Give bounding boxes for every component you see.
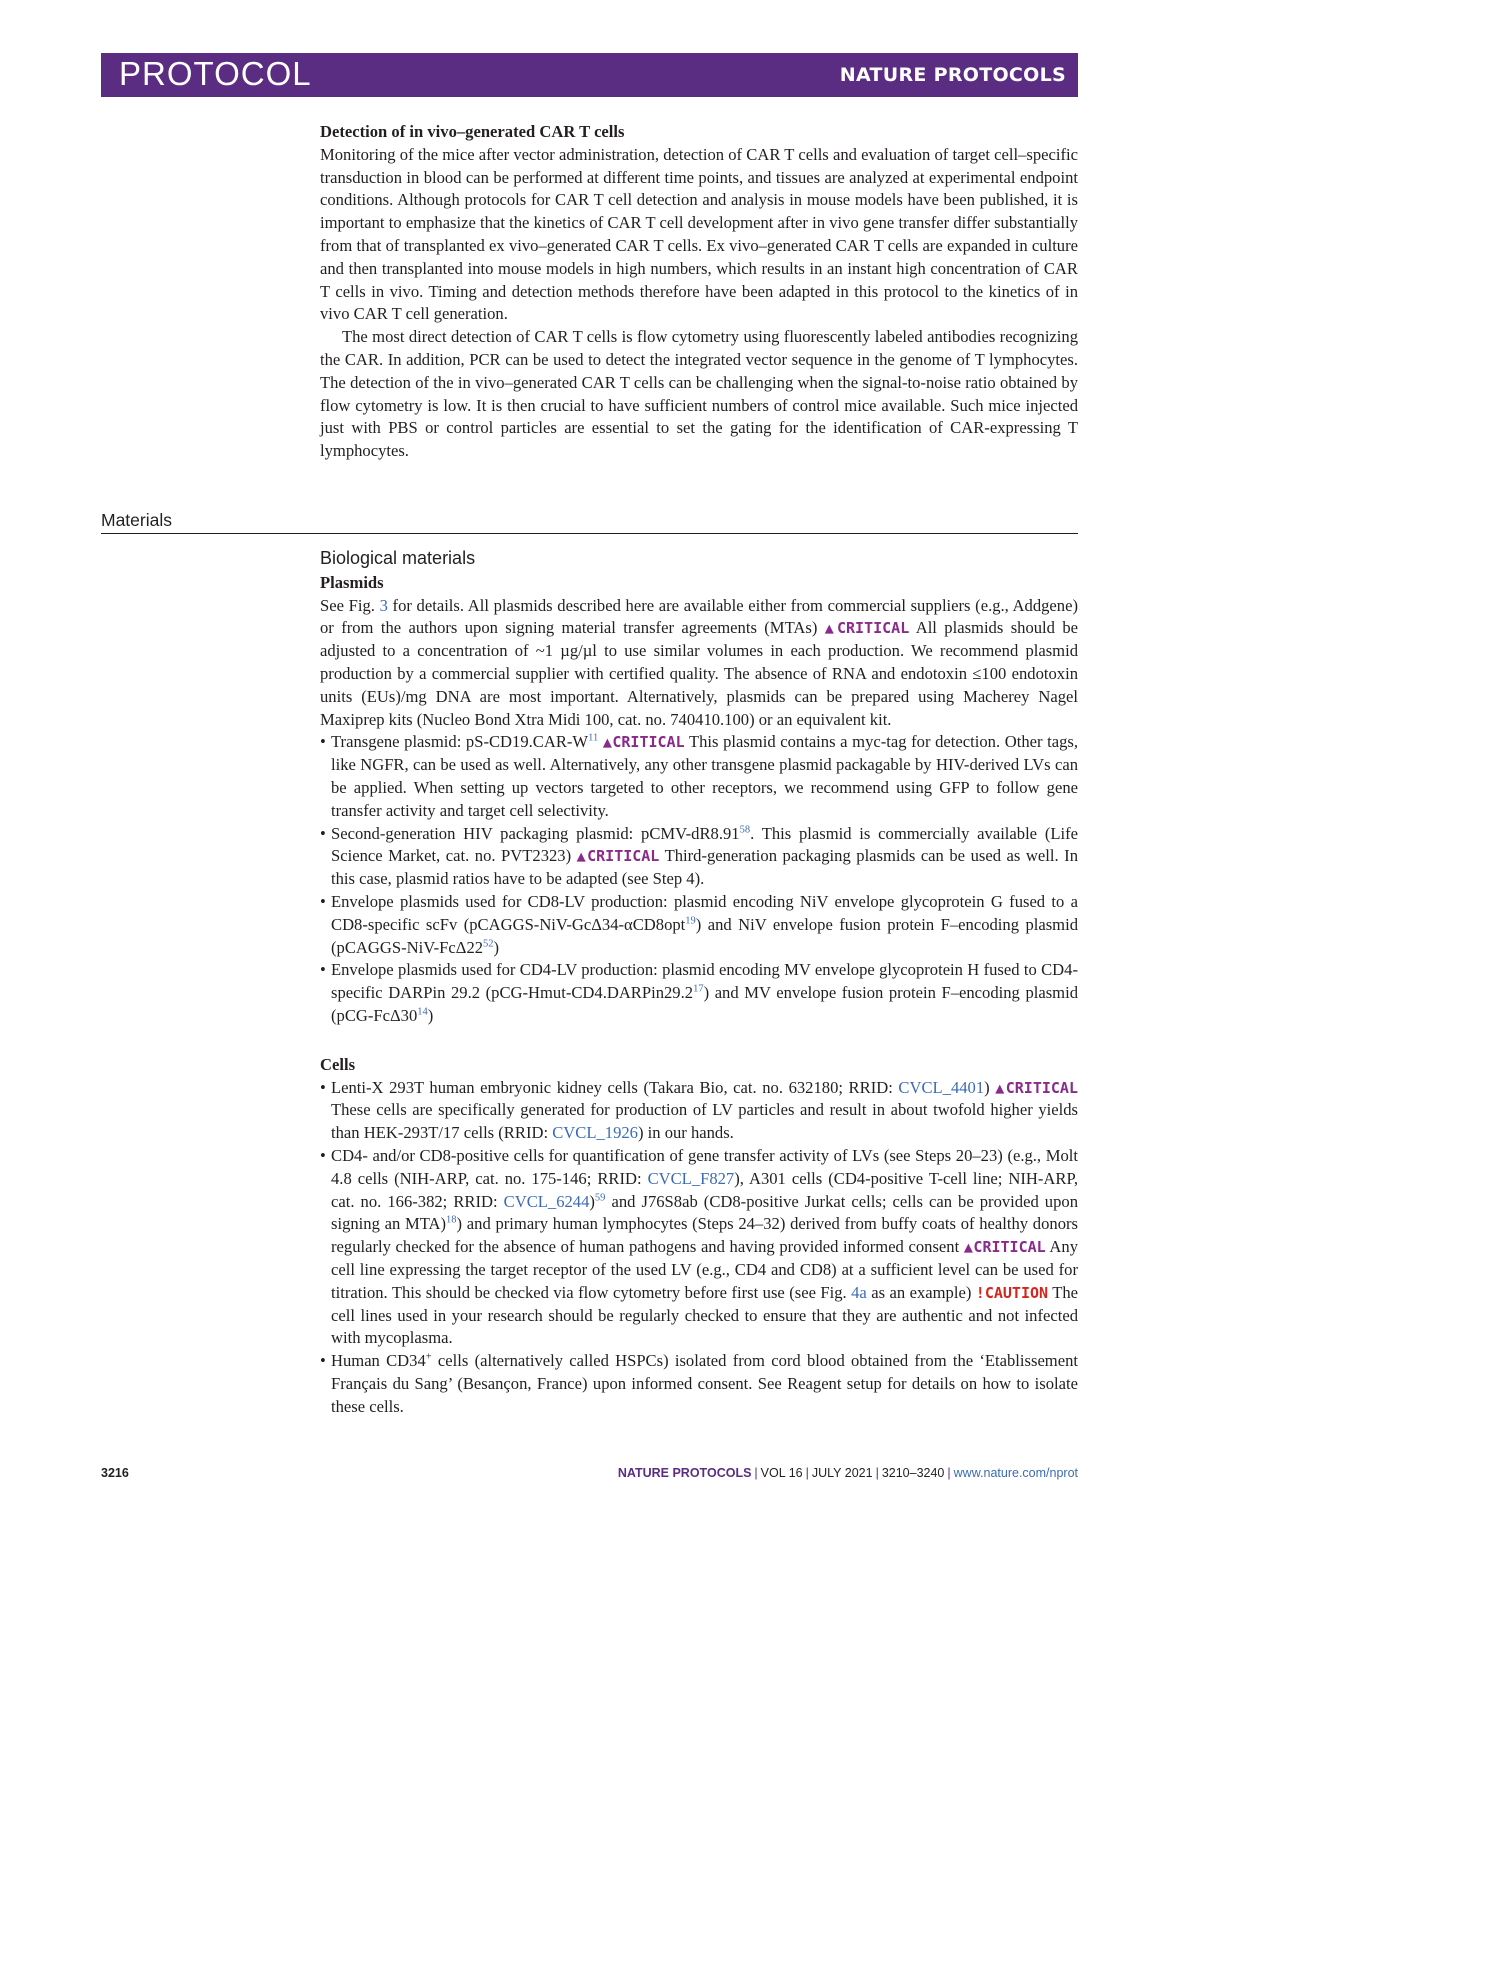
rrid-link[interactable]: CVCL_1926 bbox=[552, 1123, 638, 1143]
reference-link[interactable]: 59 bbox=[594, 1191, 606, 1203]
plasmids-intro: See Fig. 3 for details. All plasmids described here are available either from commercial suppliers (e.g., Addgene) or from the authors upon signing material transfer agreements (MTAs) ▲CRITICAL All plasmids should be adjusted to a concentration of ~1 µg/µl to use similar volumes in each production. We recommend plasmid production by a commercial supplier with certified quality. The absence of RNA and endotoxin ≤100 endotoxin units (EUs)/mg DNA are most important. Alternatively, plasmids can be prepared using Macherey Nagel Maxiprep kits (Nucleo Bond Xtra Midi 100, cat. no. 740410.100) or an equivalent kit. bbox=[320, 595, 1078, 729]
critical-label: ▲CRITICAL bbox=[995, 1078, 1078, 1097]
list-item: • Envelope plasmids used for CD8-LV production: plasmid encoding NiV envelope glycoprotein G fused to a CD8-specific scFv (pCAGGS-NiV-GcΔ34-αCD8opt$^{19}$) and NiV envelope fusion protein F–encoding plasmid $(pCAGGS-NiV-Fc\Delta 22^{52})$ bbox=[320, 891, 1078, 957]
footer-citation: NATURE PROTOCOLS | VOL 16 | JULY 2021 | 3210–3240 | www.nature.com/nprot bbox=[617, 1466, 1078, 1480]
header-bar bbox=[101, 53, 1078, 97]
plasmid-list bbox=[320, 731, 1078, 1027]
journal-name: NATURE PROTOCOLS bbox=[839, 64, 1066, 86]
reference-link[interactable]: 17 bbox=[693, 983, 704, 995]
critical-label: ▲CRITICAL bbox=[824, 619, 910, 638]
footer-pages: 3210–3240 bbox=[881, 1466, 945, 1480]
reference-link[interactable]: 58 bbox=[739, 824, 751, 836]
page-number: 3216 bbox=[101, 1466, 129, 1480]
footer-volume: VOL 16 bbox=[760, 1466, 803, 1480]
reference-link[interactable]: 14 bbox=[417, 1006, 428, 1018]
footer-url-link[interactable]: www.nature.com/nprot bbox=[953, 1466, 1078, 1480]
footer-date: JULY 2021 bbox=[811, 1466, 873, 1480]
list-item: • Transgene plasmid: $pS-CD19.CAR-W^{11}$ ▲CRITICAL This plasmid contains a myc-tag for detection. Other tags, like NGFR, can be used as well. Alternatively, any other transgene plasmid packagable by HIV-derived LVs can be applied. When setting up vectors targeted to other receptors, we recommend using GFP to follow gene transfer activity and target cell selectivity. bbox=[320, 732, 1079, 820]
figure-link-4a[interactable]: 4a bbox=[851, 1282, 867, 1302]
detection-paragraph-1: Monitoring of the mice after vector administration, detection of CAR T cells and evaluation of target cell–specific transduction in blood can be performed at different time points, and tissues are analyzed at experimental endpoint conditions. Although protocols for CAR T cell detection and analysis in mouse models have been published, it is important to emphasize that the kinetics of CAR T cell development after in vivo gene transfer differ substantially from that of transplanted ex vivo–generated CAR T cells. Ex vivo–generated CAR T cells are expanded in culture and then transplanted into mouse models in high numbers, which results in an instant high concentration of CAR T cells in vivo. Timing and detection methods therefore have been adapted in this protocol to the kinetics of in vivo CAR T cell generation. bbox=[320, 144, 1078, 324]
caution-label: !CAUTION bbox=[975, 1283, 1049, 1302]
list-item: • Human CD34+ cells (alternatively called HSPCs) isolated from cord blood obtained from the ‘Etablissement Français du Sang’ (Besançon, France) upon informed consent. See Reagent setup for details on how to isolate these cells. bbox=[320, 1351, 1078, 1416]
critical-label: ▲CRITICAL bbox=[576, 847, 660, 866]
list-item: • Lenti-X 293T human embryonic kidney cells (Takara Bio, cat. no. 632180; RRID: CVCL_4401) ▲CRITICAL These cells are specifically generated for production of LV particles and result in about twofold higher yields than HEK-293T/17 cells (RRID: CVCL_1926) in our hands. bbox=[320, 1077, 1078, 1143]
biological-materials-heading: Biological materials bbox=[320, 548, 476, 568]
plasmids-heading: Plasmids bbox=[320, 572, 384, 592]
list-item: • CD4- and/or CD8-positive cells for quantification of gene transfer activity of LVs (see Steps 20–23) (e.g., Molt 4.8 cells (NIH-ARP, cat. no. 175-146; RRID: CVCL_F827), A301 cells (CD4-positive T-cell line; NIH-ARP, cat. no. 166-382; RRID: CVCL_6244)$^{59}$ and J76S8ab (CD8-positive Jurkat cells; cells can be provided upon signing an MTA)$^{18}$) and primary human lymphocytes (Steps 24–32) derived from buffy coats of healthy donors regularly checked for the absence of human pathogens and having provided informed consent ▲CRITICAL Any cell line expressing the target receptor of the used LV (e.g., CD4 and CD8) at a sufficient level can be used for titration. This should be checked via flow cytometry before first use (see Fig. 4a as an example) !CAUTION The cell lines used in your research should be regularly checked to ensure that they are authentic and not infected with mycoplasma. bbox=[320, 1145, 1078, 1348]
rrid-link[interactable]: CVCL_6244 bbox=[503, 1191, 590, 1211]
reference-link[interactable]: 18 bbox=[446, 1214, 457, 1226]
rrid-link[interactable]: CVCL_4401 bbox=[898, 1077, 985, 1097]
detection-paragraph-2: The most direct detection of CAR T cells is flow cytometry using fluorescently labeled antibodies recognizing the CAR. In addition, PCR can be used to detect the integrated vector sequence in the genome of T lymphocytes. The detection of the in vivo–generated CAR T cells can be challenging when the signal-to-noise ratio obtained by flow cytometry is low. It is then crucial to have sufficient numbers of control mice available. Such mice injected just with PBS or control particles are essential to set the gating for the identification of CAR-expressing T lymphocytes. bbox=[320, 327, 1078, 461]
footer-journal: NATURE PROTOCOLS bbox=[617, 1466, 752, 1480]
biological-materials bbox=[320, 547, 1078, 1418]
materials-label: Materials bbox=[101, 510, 172, 530]
figure-link-3[interactable]: 3 bbox=[379, 595, 388, 615]
list-item: • Second-generation HIV packaging plasmid: pCMV-dR8.91$^{58}$. This plasmid is commercially available (Life Science Market, cat. no. PVT2323) ▲CRITICAL Third-generation packaging plasmids can be used as well. In this case, plasmid ratios have to be adapted (see Step 4). bbox=[320, 823, 1078, 889]
section-divider bbox=[101, 533, 1078, 534]
cells-heading: Cells bbox=[320, 1054, 356, 1074]
section-label: PROTOCOL bbox=[119, 55, 312, 92]
detection-section bbox=[320, 121, 1078, 463]
critical-label: ▲CRITICAL bbox=[963, 1238, 1046, 1257]
critical-label: ▲CRITICAL bbox=[602, 733, 685, 752]
rrid-link[interactable]: CVCL_F827 bbox=[647, 1168, 735, 1188]
cells-list bbox=[320, 1077, 1078, 1419]
detection-heading: Detection of in vivo–generated CAR T cells bbox=[320, 122, 625, 141]
reference-link[interactable]: 52 bbox=[483, 938, 494, 950]
reference-link[interactable]: 11 bbox=[588, 732, 599, 744]
reference-link[interactable]: 19 bbox=[685, 915, 696, 927]
list-item: • Envelope plasmids used for CD4-LV production: plasmid encoding MV envelope glycoprotein H fused to CD4-specific DARPin 29.2 (pCG-Hmut-CD4.DARPin29.2$^{17}$) and MV envelope fusion protein F–encoding plasmid $(pCG-Fc\Delta 30^{14})$ bbox=[320, 960, 1078, 1025]
